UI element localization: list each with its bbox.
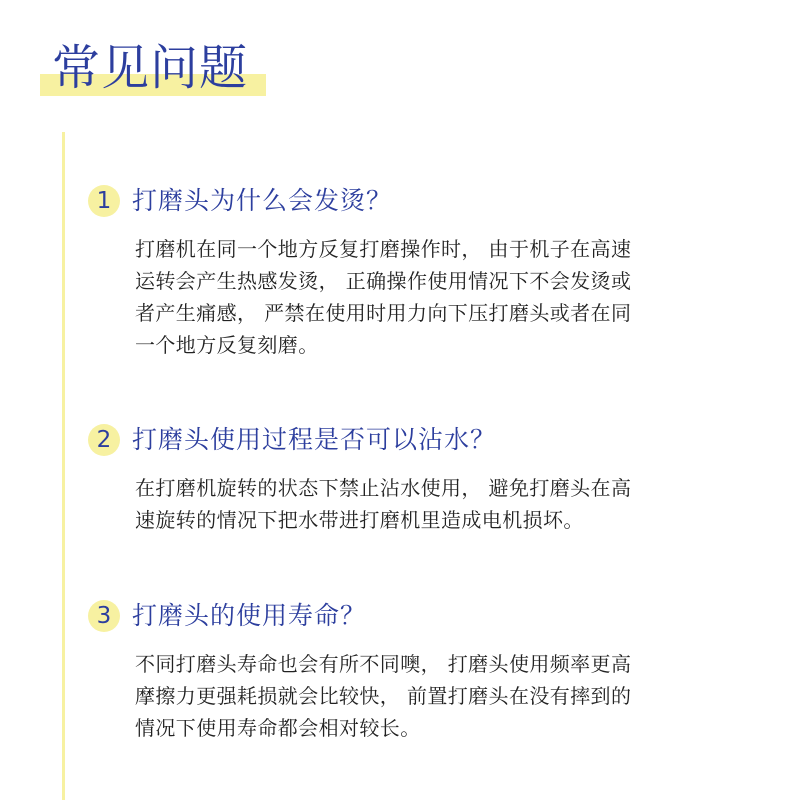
faq-item-1 [88, 183, 728, 361]
faq-question: 打磨头为什么会发烫？ [132, 186, 393, 215]
faq-item-3 [88, 598, 728, 744]
answer-line: 不同打磨头寿命也会有所不同噢， 打磨头使用频率更高 [135, 652, 632, 676]
faq-header [88, 183, 728, 219]
answer-line: 打磨机在同一个地方反复打磨操作时， 由于机子在高速 [135, 237, 632, 261]
answer-line: 速旋转的情况下把水带进打磨机里造成电机损坏。 [135, 508, 584, 532]
faq-question: 打磨头的使用寿命？ [132, 601, 367, 630]
faq-item-2 [88, 422, 728, 536]
number-badge: 1 [88, 185, 120, 217]
timeline-line [62, 132, 65, 800]
answer-line: 一个地方反复刻磨。 [135, 333, 319, 357]
answer-line: 者产生痛感， 严禁在使用时用力向下压打磨头或者在同 [135, 301, 632, 325]
answer-line: 摩擦力更强耗损就会比较快， 前置打磨头在没有摔到的 [135, 684, 632, 708]
answer-line: 在打磨机旋转的状态下禁止沾水使用， 避免打磨头在高 [135, 476, 632, 500]
faq-question: 打磨头使用过程是否可以沾水？ [132, 425, 497, 454]
answer-line: 情况下使用寿命都会相对较长。 [135, 716, 421, 740]
faq-header [88, 598, 728, 634]
faq-answer [135, 233, 703, 361]
faq-header [88, 422, 728, 458]
faq-answer [135, 648, 703, 744]
page-title-block [40, 38, 248, 100]
number-badge: 2 [88, 424, 120, 456]
answer-line: 运转会产生热感发烫， 正确操作使用情况下不会发烫或 [135, 269, 632, 293]
faq-answer [135, 472, 703, 536]
page-title: 常见问题 [52, 40, 249, 96]
number-badge: 3 [88, 600, 120, 632]
